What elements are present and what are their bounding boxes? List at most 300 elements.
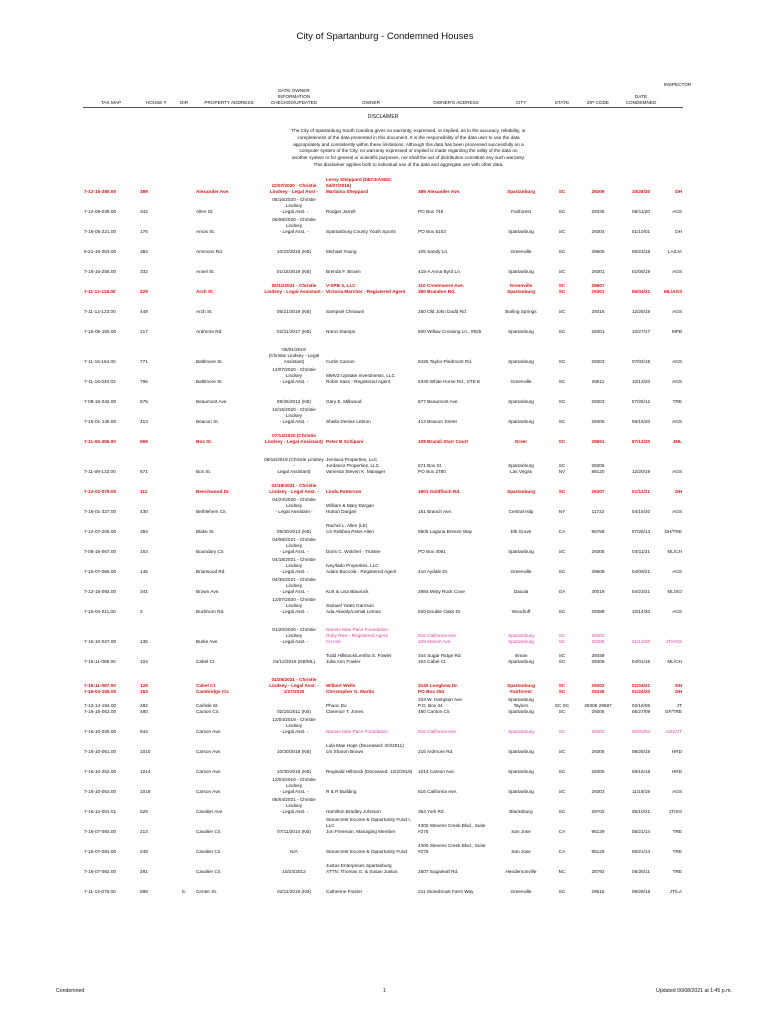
header-row [83,82,683,108]
cell-date-checked: 09/30/2013 (KB) [276,528,312,534]
cell-inspector: AGS [672,418,682,424]
cell-zip: 29651 [591,438,605,444]
cell-city: Greer [514,438,528,444]
cell-inspector: ML/AGS [664,288,683,294]
cell-date-checked: 01/25/2021 - Christie Lindsey - Legal Asst. - 1/27/2020 [269,677,319,694]
table-row [83,295,683,315]
cell-date-condemned: 07/02/19 [631,358,651,364]
cell-owner: Hamilton Bradley Johnson [326,808,381,814]
cell-property-address: Baltimore St. [196,358,223,364]
table-row [83,555,683,575]
cell-state: SC [558,228,566,234]
cell-zip: 29302 29336 [591,683,605,694]
cell-date-condemned: 10/13/20 [631,378,651,384]
cell-tax-map: 6-21-16-003.00 [84,248,117,254]
cell-owner: Peter B Schipani [326,438,364,444]
cell-tax-map: 7-16-11-086.00 [84,658,116,664]
col-tax-map: TAX MAP [83,82,139,108]
cell-city: Greenville [510,248,532,254]
cell-date-checked: 06/08/2020 - Christie Lindsey - Legal Asst. - [272,217,316,234]
table-row [83,645,683,665]
table-row [83,695,683,715]
cell-property-address: Box St. [196,438,213,444]
cell-dir [173,315,195,335]
cell-owners-address: 8425 Taylor-Piedmont Rd. [418,358,473,364]
cell-city: Spartanburg Las Vegas [508,463,534,474]
cell-owners-address: 413 Beacon Street [418,418,457,424]
cell-date-checked: 10/30/2018 (KB) [276,748,312,754]
cell-house-number: 249 [140,848,148,854]
cell-date-checked: 12/04/2019 - Christie Lindsey - Legal Asst. - [272,777,316,794]
cell-inspector: JT/AGS [665,638,682,644]
cell-owner: Sampsel Chinaum [326,308,365,314]
cell-zip: 29607 29301 [591,283,605,294]
cell-zip: 29303 [591,358,605,364]
cell-owners-address: 151 Branch Ave. [418,508,453,514]
cell-property-address: Buckhorn Rd. [196,608,225,614]
cell-property-address: Brown Ave. [196,588,220,594]
cell-zip: 29304 [591,228,605,234]
cell-dir [173,795,195,815]
cell-date-condemned: 01/11/21 [632,488,650,494]
cell-city: Spartanburg Spartanburg [508,633,534,644]
cell-inspector: HRD [671,768,682,774]
cell-owner: Rodger Jarrell [326,208,356,214]
cell-property-address: Arch St. [196,288,214,294]
cell-state: SC [558,488,566,494]
cell-date-checked: 04/08/2021 - Christie Lindsey - Legal Asst. - [272,537,316,554]
cell-state: SC [558,378,566,384]
cell-property-address: Beacon St. [196,418,219,424]
cell-date-condemned: 05/21/14 [631,828,651,834]
cell-property-address: Burke Ave. [196,638,219,644]
cell-state: SC SC SC [554,703,570,714]
cell-owner: Lula Mae Hope (Deceased: 3/3/2011) c/o Sharon Brown [326,743,404,754]
cell-zip: 29301 [591,268,605,274]
cell-house-number: 217 [140,328,148,334]
cell-date-checked: 05/21/2019 (KB) [276,308,312,314]
cell-tax-map: 7-15-04-011.00 [84,608,116,614]
table-row [83,175,683,195]
cell-state: SC [558,398,566,404]
cell-tax-map: 7-12-02-079.00 [84,488,117,494]
cell-date-condemned: 04/16/20 [631,508,651,514]
cell-inspector: DH DH [675,683,682,694]
cell-inspector: AGS [672,788,682,794]
cell-date-checked: 12/04/2019 - Christie Lindsey - Legal Asst. - [272,717,316,734]
cell-city: Inman Spartanburg [508,653,534,664]
cell-owners-address: 216 Ardmore Rd. [418,748,454,754]
cell-property-address: Ammons Rd. [196,248,224,254]
cell-property-address: Cabel Ct. [196,658,216,664]
cell-date-checked: 10/15/2020 - Christie Lindsey - Legal Asst. - [272,407,316,424]
cell-tax-map: 7-11-16-164.00 [84,358,116,364]
cell-date-condemned: 10/27/17 [631,328,651,334]
cell-owner: Phuoc Do Clarence T. Jones [326,703,364,714]
table-row [83,515,683,535]
cell-state: CA [558,828,566,834]
cell-tax-map: 7-16-10-053.00 [84,788,117,794]
cell-house-number: 1014 [140,768,151,774]
cell-inspector: JT GF/TRE [664,703,682,714]
cell-owners-address: 877 Beaumont Ave. [418,398,459,404]
cell-zip: 29702 [591,808,605,814]
cell-date-condemned: 05/23/18 [631,248,651,254]
cell-inspector: JT/LA [669,888,682,894]
cell-property-address: Carson Ave. [196,788,222,794]
cell-inspector: AGS [672,268,682,274]
cell-house-number: 341 [140,588,148,594]
col-owners-address: OWNER'S ADDRESS [417,82,495,108]
cell-owner: Nannie Mae Pace Foundation [326,728,389,734]
cell-dir [173,855,195,875]
cell-inspector: TRE [672,828,682,834]
cell-owners-address: 333 W. Hampton Ave. P.O. Box 44 480 Canton Cir. [418,697,464,714]
cell-dir [173,835,195,855]
cell-inspector: AGS [672,308,682,314]
cell-property-address: Cavalier Cir. [196,828,222,834]
cell-owner: Michael Young [326,248,357,254]
cell-zip: 29306 [591,418,605,424]
cell-owner: Curtis Carson [326,358,355,364]
cell-owners-address: 364 York Rd. [418,808,445,814]
cell-house-number: 2 [140,608,143,614]
cell-date-checked: 04/24/2020 - Christie Lindsey - Legal Assistant - [272,497,316,514]
cell-zip: 95129 [591,828,605,834]
cell-zip: 29303 [591,788,605,794]
cell-city: Spartanburg [508,728,534,734]
cell-owners-address: PO Box 5103 [418,228,446,234]
cell-dir [173,405,195,425]
cell-house-number: 176 [140,228,148,234]
cell-date-condemned: 08/15/18 [631,768,651,774]
cell-house-number: 104 [140,658,148,664]
cell-city: Spartanburg [508,268,534,274]
cell-zip: 29336 [591,208,605,214]
cell-dir [173,215,195,235]
table-row [83,405,683,425]
col-dir: DIR [173,82,195,108]
cell-state: NY [558,508,566,514]
cell-property-address: Ardmore Rd. [196,328,223,334]
cell-zip: 29306 [591,188,605,194]
col-owner: OWNER [325,82,417,108]
cell-date-condemned: 03/11/21 [632,548,650,554]
cell-date-checked: 12/07/2020 - Christie Lindsey - Legal Asst. - [272,367,316,384]
cell-city: Spartanburg [507,488,535,494]
cell-state: SC SC [558,283,566,294]
cell-owner: Reginald Hillstock (Deceased: 12/2/2018) [326,768,413,774]
cell-city: Woodruff [511,608,531,614]
cell-dir [173,715,195,735]
cell-owners-address: 1901 Goldfinch Rd. [418,488,461,494]
col-date-owner-checked: DATE OWNER INFORMATION CHECKED/UPDATED [263,82,325,108]
cell-city: Spartanburg [508,358,534,364]
cell-state: SC [558,328,566,334]
cell-tax-map: 7-16-11-097.00 7-16-04-155.00 [84,683,117,694]
cell-owners-address: 816 California Ave. 325 Marion Ave. [418,633,458,644]
cell-owner: Samuel Yates Garrison Ada Akwaly/Lamiel Lemus [326,603,381,614]
cell-inspector: ML/CH [667,548,682,554]
cell-date-condemned: 04/23/21 [631,588,651,594]
cell-dir [173,235,195,255]
table-row [83,335,683,365]
cell-state: SC [558,748,566,754]
table-row [83,665,683,695]
cell-zip: 30019 [591,588,605,594]
cell-zip: 29609 [591,568,605,574]
cell-house-number: 389 [140,188,148,194]
cell-owner: Rachel L. Allen (LE) c/o Rebbea Peter Allen [326,523,374,534]
cell-date-condemned: 12/20/19 [631,468,651,474]
cell-date-checked: 09/26/2012 (KB) [276,398,312,404]
cell-owners-address: 2984 Misty Rock Cove [418,588,465,594]
cell-owner: Nannie Mae Pace Foundation Ruby Rice - Registered Agent Co Hol- [326,627,389,644]
cell-zip: 29307 [591,488,605,494]
cell-city: Fairforest [511,208,531,214]
cell-house-number: 430 [140,508,148,514]
cell-date-condemned: 07/25/13 [631,528,651,534]
cell-dir [173,815,195,835]
table-row [83,735,683,755]
cell-date-checked: 05/01/2019 (Christie Lindsey - Legal Assistant) [268,347,320,364]
cell-tax-map: 7-12-07-206.00 [84,528,117,534]
table-row [83,475,683,495]
cell-tax-map: 7-16-05-150.00 [84,328,117,334]
cell-city: Greenville [510,888,532,894]
cell-date-condemned: 11/18/19 [632,788,650,794]
cell-owner: Kurt & Lisa Blaurock [326,588,369,594]
cell-zip: 29388 [591,608,605,614]
cell-state: SC [558,308,566,314]
cell-date-checked: 07/14/2020 (Christie Lindsey - Legal Assistant) [265,433,323,444]
cell-owner: Gary E. Millwood [326,398,362,404]
cell-owner: V-SPB 3, LLC Victoria Marcher - Registered Agent [326,283,406,294]
cell-inspector: LAZJA [667,248,682,254]
cell-date-checked: 02/18/2021 - Christie Lindsey - Legal Asst. - [269,483,319,494]
cell-dir [173,665,195,695]
cell-inspector: AGS [672,568,682,574]
cell-owners-address: 2507 Sugarleaf Rd. [418,868,459,874]
cell-zip: 29349 29306 [591,653,605,664]
cell-house-number: 135 [140,638,148,644]
cell-state: SC [558,568,566,574]
cell-house-number: 394 [140,528,148,534]
cell-date-condemned: 02/16/06 06/27/09 [631,703,651,714]
cell-owner: Stonecrest Income & Opportunity Fund I, LLC Jon Freeman, Managing Member [326,817,411,834]
cell-dir [173,645,195,665]
cell-dir [173,535,195,555]
cell-date-condemned: 07/25/12 [631,398,651,404]
cell-dir [173,595,195,615]
cell-dir [173,495,195,515]
cell-dir [173,475,195,495]
cell-zip: 29306 [591,768,605,774]
cell-owners-address: 1014 Carson Ave. [418,768,456,774]
cell-date-condemned: 05/26/11 [632,868,650,874]
cell-city: Spartanburg [508,228,534,234]
cell-state: GA [558,588,566,594]
cell-house-number: 1018 [140,788,151,794]
cell-owner: Todd Hillstock/Lentha S. Fowler Julia Ann Fowler [326,653,392,664]
cell-owners-address: 105 Sandy Ln. [418,248,449,254]
cell-owner: Catherine Frazier [326,888,363,894]
cell-date-checked: 05/16/2020 - Christie Lindsey - Legal Asst. - [272,197,316,214]
footer-page-number: 1 [383,988,386,994]
cell-zip: 29306 89120 [591,463,605,474]
cell-date-condemned: 01/04/21 01/24/20 [631,683,651,694]
cell-city: San Jose [511,828,531,834]
cell-property-address: Boundary Cir. [196,548,225,554]
cell-city: Spartanburg [508,548,534,554]
cell-house-number: 571 [140,468,148,474]
cell-tax-map: 7-12-15-092.00 [84,588,117,594]
cell-owner: Sheila Denise Lebron [326,418,371,424]
cell-inspector: HRD [671,748,682,754]
cell-date-condemned: 10/14/20 [631,608,651,614]
cell-property-address: Allen St. [196,208,214,214]
cell-inspector: AGS [672,468,682,474]
cell-city: Spartanburg [508,768,534,774]
cell-state: SC NV [558,463,566,474]
footer-updated: Updated 06/08/2021 at 1:45 p.m. [656,988,732,994]
table-row [83,195,683,215]
cell-zip: 29615 [591,888,605,894]
cell-property-address: Carson Ave. [196,768,222,774]
table-row [83,715,683,735]
cell-city: Greenville Spartanburg [507,283,535,294]
col-state: STATE [547,82,577,108]
cell-inspector: TRE [672,868,682,874]
cell-property-address: Ansel St. [196,268,215,274]
cell-inspector: DH [675,188,682,194]
cell-owner: Linda Patterson [326,488,362,494]
table-row [83,495,683,515]
cell-inspector: JT/SO [668,808,682,814]
cell-house-number: 449 [140,308,148,314]
cell-state: SC SC [558,633,566,644]
table-row [83,275,683,295]
table-row [83,875,683,895]
cell-inspector: JML [672,438,682,444]
cell-house-number: 771 [140,358,148,364]
cell-date-condemned: 05/04/21 [631,288,651,294]
cell-state: SC [558,768,566,774]
cell-house-number: 111 [140,488,148,494]
cell-property-address: Amos St. [196,228,216,234]
cell-tax-map: 7-11-12-118.00 [84,288,116,294]
cell-date-checked: 07/11/2014 (KB) [277,828,311,834]
cell-property-address: Cavalier Cir. [196,848,222,854]
cell-state: SC [558,438,566,444]
cell-zip: 29605 [591,248,605,254]
table-row [83,255,683,275]
cell-owner: William & Mary Dargan Hutton Dargan [326,503,374,514]
condemned-houses-table [83,82,692,895]
cell-inspector: AGS [672,508,682,514]
cell-date-condemned: 01/08/19 [631,268,651,274]
cell-date-checked: 10/23/2018 (KB) [276,248,312,254]
cell-owner: MMVZ Upstate Investments, LLC Robin Sass - Registered Agent [326,373,396,384]
cell-date-condemned: 04/09/21 [631,568,651,574]
cell-dir [173,175,195,195]
cell-city: Spartanburg [508,788,534,794]
cell-tax-map: 7-15-07-066.00 [84,568,117,574]
table-row [83,535,683,555]
table-row [83,615,683,645]
cell-city: Blacksburg [509,808,533,814]
cell-tax-map: 7-16-01-327.00 [84,508,117,514]
cell-owner: Doris C. Wolchel - Trustee [326,548,381,554]
cell-house-number: 675 [140,398,148,404]
cell-tax-map: 7-16-05-221.00 [84,228,117,234]
cell-tax-map: 7-08-16-067.00 [84,548,117,554]
cell-city: Greenville [510,378,532,384]
cell-owner: Stonecrest Income & Opportunity Fund [326,848,408,854]
cell-owners-address: 5805 Laguna Breeze Way [418,528,473,534]
cell-city: Spartanburg Taylors Spartanburg [508,697,534,714]
table-row [83,445,683,475]
cell-property-address: Center St. [196,888,218,894]
cell-property-address: Cabel Ct. Cambridge Cir. [196,683,230,694]
cell-zip: 29303 [591,728,605,734]
cell-inspector: DH [675,228,682,234]
cell-city: Boiling Springs [505,308,537,314]
cell-state: SC [558,728,566,734]
cell-dir [173,425,195,445]
table-row [83,235,683,255]
table-row [83,425,683,445]
cell-date-condemned: 10/28/20 [631,188,651,194]
cell-owners-address: 4300 Stevens Creek Blvd., Suite #275 [418,843,486,854]
cell-date-condemned: 05/10/21 [631,808,651,814]
cell-property-address: Carson Ave. [196,748,222,754]
cell-date-checked: 02/15/2011 (KB) [277,708,311,714]
table-row [83,835,683,855]
cell-city: Hendersonville [505,868,537,874]
cell-date-checked: 02/11/2019 (KB) [277,888,311,894]
cell-tax-map: 7-12-15-380.00 [84,188,117,194]
cell-tax-map: 7-16-01-146.00 [84,418,117,424]
cell-dir [173,755,195,775]
table-row [83,595,683,615]
cell-owner: R & R Building [326,788,357,794]
col-house-number: HOUSE # [139,82,173,108]
cell-house-number: 146 [140,568,148,574]
col-date-condemned: DATE CONDEMNED [619,82,663,108]
cell-house-number: 569 [140,438,148,444]
cell-date-condemned: 09/11/20 [632,208,650,214]
cell-owner: Spartanburg County Youth Sports [326,228,396,234]
cell-dir [173,575,195,595]
cell-state: SC SC [558,683,566,694]
cell-dir: S. [181,888,187,894]
table-row [83,575,683,595]
cell-property-address: Arch St. [196,308,213,314]
cell-owners-address: PO Box 4081 [418,548,446,554]
cell-house-number: 528 [140,808,148,814]
cell-date-condemned: 09/28/18 [631,888,651,894]
cell-date-checked: 02/21/2017 (KB) [276,328,312,334]
cell-date-checked: 01/20/2020 - Christie Lindsey - Legal Asst. - [272,627,316,644]
cell-inspector: AGS [672,378,682,384]
cell-house-number: 588 [140,888,148,894]
cell-zip: 28792 [591,868,605,874]
disclaimer-text: The City of Spartanburg South Carolina gives no warranty, expressed, or implied, as to the accuracy, reliability, or completeness of the data presented in this document. It is the responsibility of the data user to use the data appropriately and consistently within these limitations. Although this data has been processed successfully on a computer system of the City, no warranty expressed or implied is made regarding the utility of the data on another system or for general or scientific purposes, nor shall the act of distribution constitute any such warranty. This disclaimer applies both to individual use of the data and aggregate use with other data. [291,128,526,168]
table-row [83,385,683,405]
cell-dir [173,555,195,575]
cell-state: SC [558,248,566,254]
